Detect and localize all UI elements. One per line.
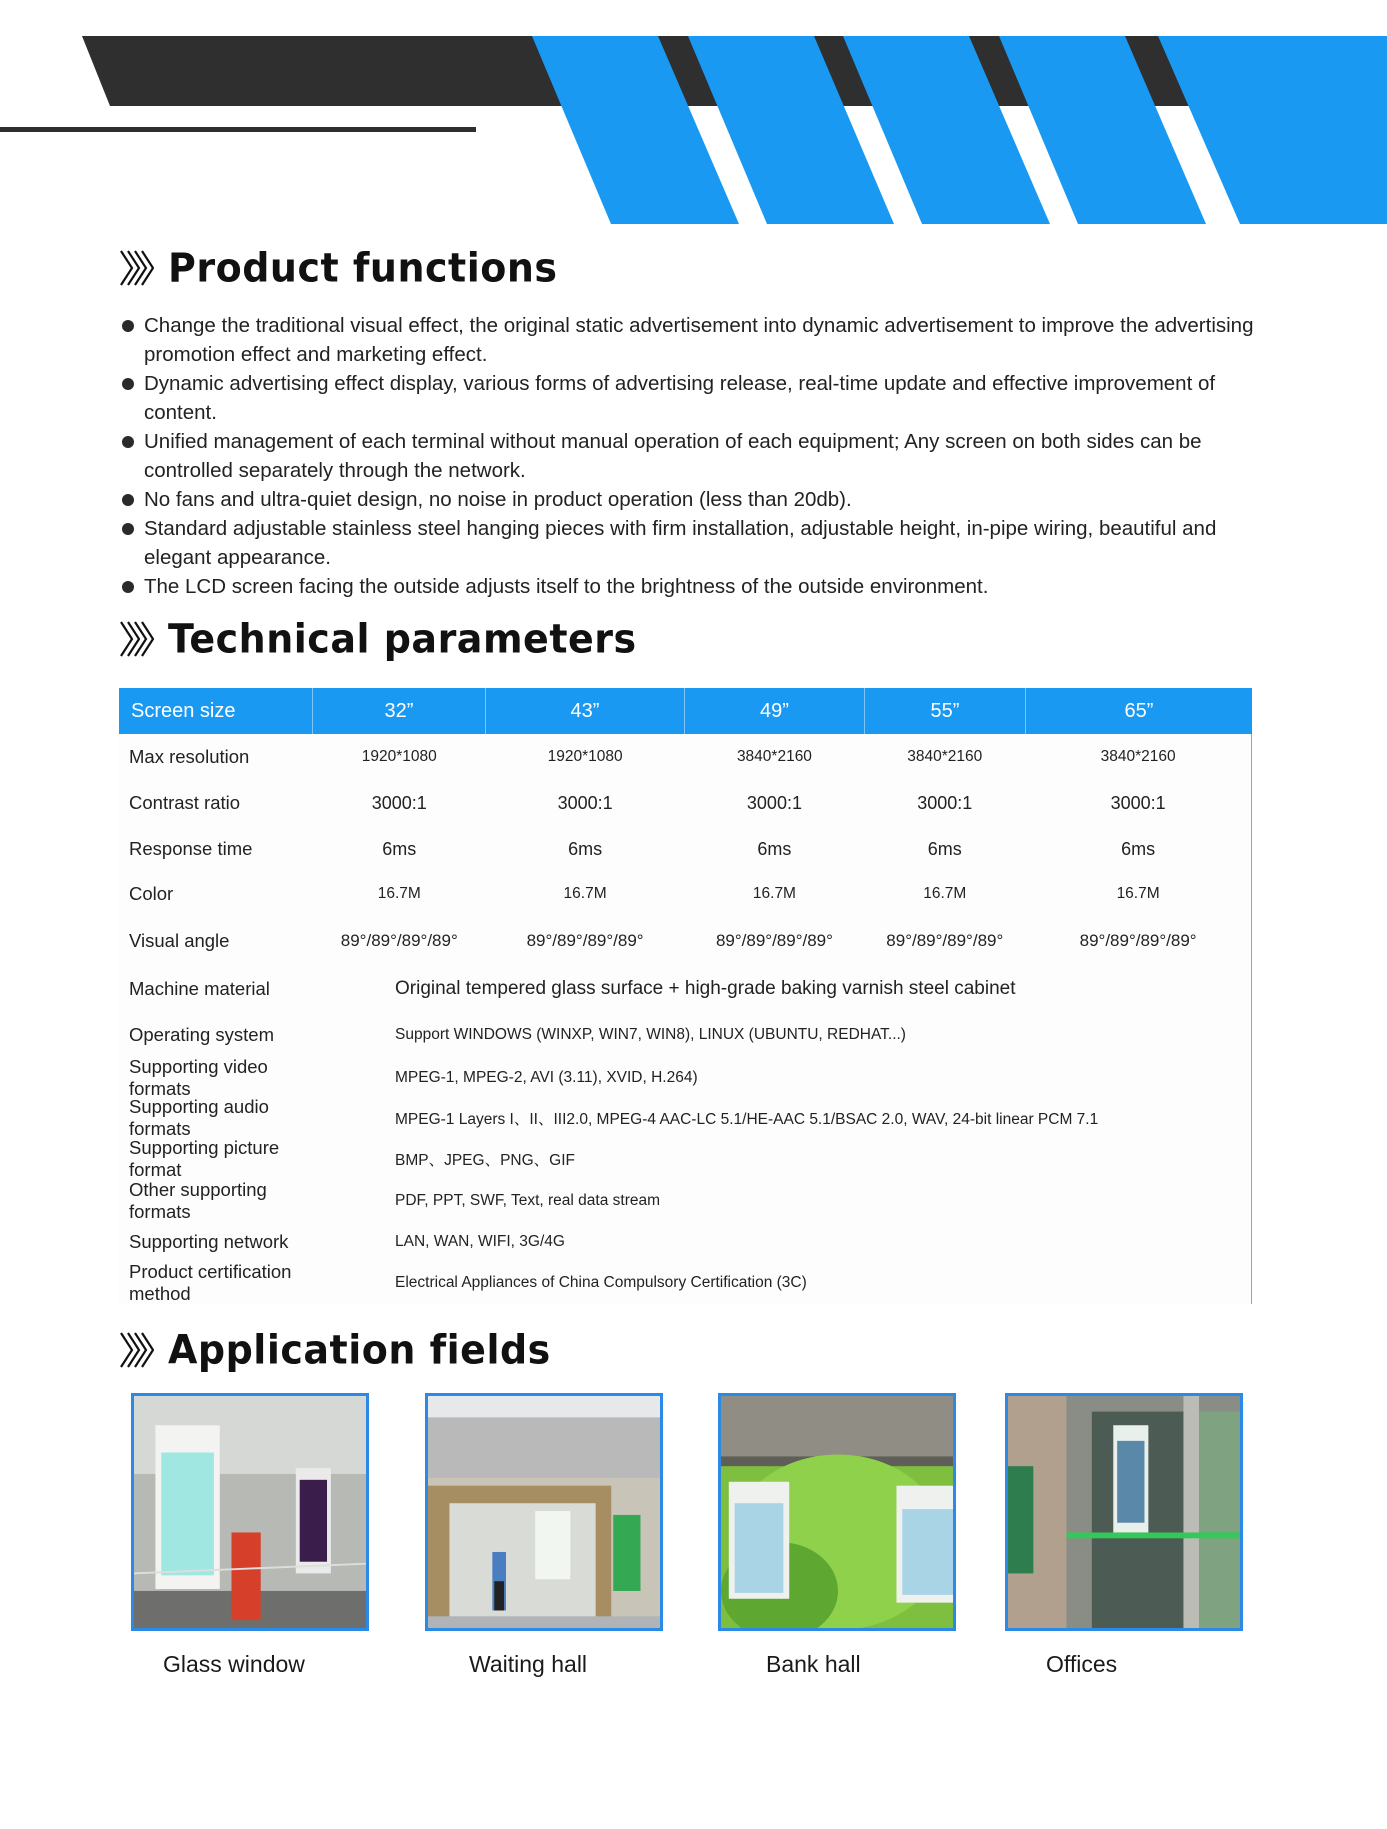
- cell: 3000:1: [917, 792, 973, 813]
- cell: 16.7M: [923, 885, 967, 902]
- cell: 89°/89°/89°/89°: [886, 931, 1004, 950]
- row-label: Other supporting formats: [129, 1178, 267, 1222]
- table-row: [119, 966, 1251, 1012]
- application-card: [1005, 1393, 1243, 1677]
- cell: 3000:1: [557, 792, 613, 813]
- application-label: Bank hall: [766, 1651, 861, 1677]
- table-row: [119, 734, 1251, 780]
- cell: Electrical Appliances of China Compulsory Certification (3C): [395, 1274, 807, 1291]
- header-size: 65”: [1124, 699, 1154, 722]
- triple-chevron-right-icon: [120, 621, 154, 657]
- cell: 16.7M: [377, 885, 421, 902]
- cell: 89°/89°/89°/89°: [340, 931, 458, 950]
- application-label: Glass window: [163, 1651, 305, 1677]
- cell: 6ms: [1121, 838, 1156, 859]
- row-label: Supporting video formats: [129, 1056, 268, 1099]
- cell: 16.7M: [752, 885, 796, 902]
- row-label: Operating system: [129, 1024, 274, 1045]
- row-label: Color: [129, 883, 174, 904]
- bank-hall-photo: [718, 1393, 956, 1631]
- cell: 6ms: [927, 838, 962, 859]
- offices-photo: [1005, 1393, 1243, 1631]
- row-label: Response time: [129, 838, 253, 859]
- application-label: Waiting hall: [469, 1651, 588, 1677]
- cell: 89°/89°/89°/89°: [715, 931, 833, 950]
- bullet-icon: [122, 320, 134, 332]
- table-row: [119, 916, 1251, 966]
- cell: BMP、JPEG、PNG、GIF: [395, 1152, 575, 1169]
- section-title: Application fields: [168, 1326, 551, 1374]
- list-item-text: Dynamic advertising effect display, various forms of advertising release, real-time update and effective improvement of content.: [144, 372, 1216, 424]
- row-label: Supporting picture format: [129, 1137, 280, 1180]
- cell: 1920*1080: [547, 748, 623, 765]
- bullet-icon: [122, 494, 134, 506]
- table-row: [119, 872, 1251, 916]
- table-row: [119, 1058, 1251, 1098]
- spec-table-body: [119, 734, 1252, 1304]
- row-label: Supporting network: [129, 1230, 289, 1252]
- cell: 6ms: [757, 838, 792, 859]
- banner-underline: [0, 127, 476, 132]
- header-size: 32”: [313, 688, 486, 734]
- row-label: Contrast ratio: [129, 792, 241, 813]
- list-item: [120, 311, 1260, 369]
- cell: Support WINDOWS (WINXP, WIN7, WIN8), LINUX (UBUNTU, REDHAT...): [395, 1026, 906, 1043]
- banner-blue-stripes: [532, 36, 1387, 224]
- row-label: Machine material: [129, 978, 270, 999]
- product-functions-heading: [120, 246, 558, 290]
- cell: 3840*2160: [736, 748, 812, 765]
- application-card: [718, 1393, 956, 1677]
- cell: 1920*1080: [361, 748, 437, 765]
- bullet-icon: [122, 378, 134, 390]
- triple-chevron-right-icon: [120, 250, 154, 286]
- list-item: [120, 485, 1260, 514]
- list-item-text: Unified management of each terminal without manual operation of each equipment; Any screen on both sides can be controlled separately through the network.: [144, 430, 1202, 482]
- table-row: [119, 780, 1251, 826]
- product-functions-list: [120, 311, 1260, 601]
- application-card: [425, 1393, 663, 1677]
- cell: 6ms: [382, 838, 417, 859]
- triple-chevron-right-icon: [120, 1332, 154, 1368]
- waiting-hall-photo: [425, 1393, 663, 1631]
- cell: PDF, PPT, SWF, Text, real data stream: [395, 1191, 661, 1209]
- cell: 3840*2160: [907, 748, 983, 765]
- spec-table: [119, 688, 1252, 1304]
- application-label: Offices: [1046, 1651, 1118, 1677]
- header-size: 43”: [486, 688, 685, 734]
- section-title: Product functions: [168, 244, 558, 292]
- list-item-text: Standard adjustable stainless steel hanging pieces with firm installation, adjustable height, in-pipe wiring, beautiful and elegant appearance.: [144, 517, 1217, 569]
- list-item-text: The LCD screen facing the outside adjusts itself to the brightness of the outside environment.: [144, 575, 989, 598]
- header-size: 55”: [865, 688, 1026, 734]
- list-item: [120, 514, 1260, 572]
- cell: 16.7M: [1116, 885, 1160, 902]
- cell: 6ms: [568, 838, 603, 859]
- technical-parameters-heading: [120, 617, 637, 661]
- cell: 3000:1: [371, 792, 427, 813]
- header-size: 49”: [685, 688, 865, 734]
- cell: 16.7M: [563, 885, 607, 902]
- row-label: Visual angle: [129, 930, 230, 951]
- list-item-text: Change the traditional visual effect, the original static advertisement into dynamic advertisement to improve the advertising promotion effect and marketing effect.: [144, 314, 1254, 366]
- application-fields-heading: [120, 1328, 551, 1372]
- row-label: Product certification method: [129, 1261, 292, 1304]
- cell: 89°/89°/89°/89°: [526, 931, 644, 950]
- application-card: [131, 1393, 369, 1677]
- cell: 3840*2160: [1100, 748, 1176, 765]
- list-item: [120, 427, 1260, 485]
- table-row: [119, 1138, 1251, 1180]
- glass-window-photo: [131, 1393, 369, 1631]
- bullet-icon: [122, 436, 134, 448]
- table-row: [119, 1180, 1251, 1221]
- cell: 3000:1: [746, 792, 802, 813]
- list-item: [120, 369, 1260, 427]
- table-row: [119, 1012, 1251, 1058]
- list-item: [120, 572, 1260, 601]
- cell: MPEG-1, MPEG-2, AVI (3.11), XVID, H.264): [395, 1069, 698, 1086]
- cell: MPEG-1 Layers I、II、III2.0, MPEG-4 AAC-LC 5.1/HE-AAC 5.1/BSAC 2.0, WAV, 24-bit linear PCM 7.1: [395, 1111, 1099, 1128]
- header-banner: [0, 0, 1387, 240]
- bullet-icon: [122, 581, 134, 593]
- section-title: Technical parameters: [168, 615, 637, 663]
- table-row: [119, 1221, 1251, 1262]
- header-label: Screen size: [119, 688, 313, 734]
- row-label: Supporting audio formats: [129, 1096, 269, 1139]
- row-label: Max resolution: [129, 746, 250, 767]
- cell: 3000:1: [1110, 792, 1166, 813]
- bullet-icon: [122, 523, 134, 535]
- table-row: [119, 1098, 1251, 1138]
- table-row: [119, 1262, 1251, 1304]
- spec-table-header: [119, 688, 1252, 734]
- cell: LAN, WAN, WIFI, 3G/4G: [395, 1232, 565, 1250]
- cell: 89°/89°/89°/89°: [1079, 931, 1197, 950]
- table-row: [119, 826, 1251, 872]
- cell: Original tempered glass surface + high-grade baking varnish steel cabinet: [395, 978, 1016, 999]
- list-item-text: No fans and ultra-quiet design, no noise in product operation (less than 20db).: [144, 488, 852, 511]
